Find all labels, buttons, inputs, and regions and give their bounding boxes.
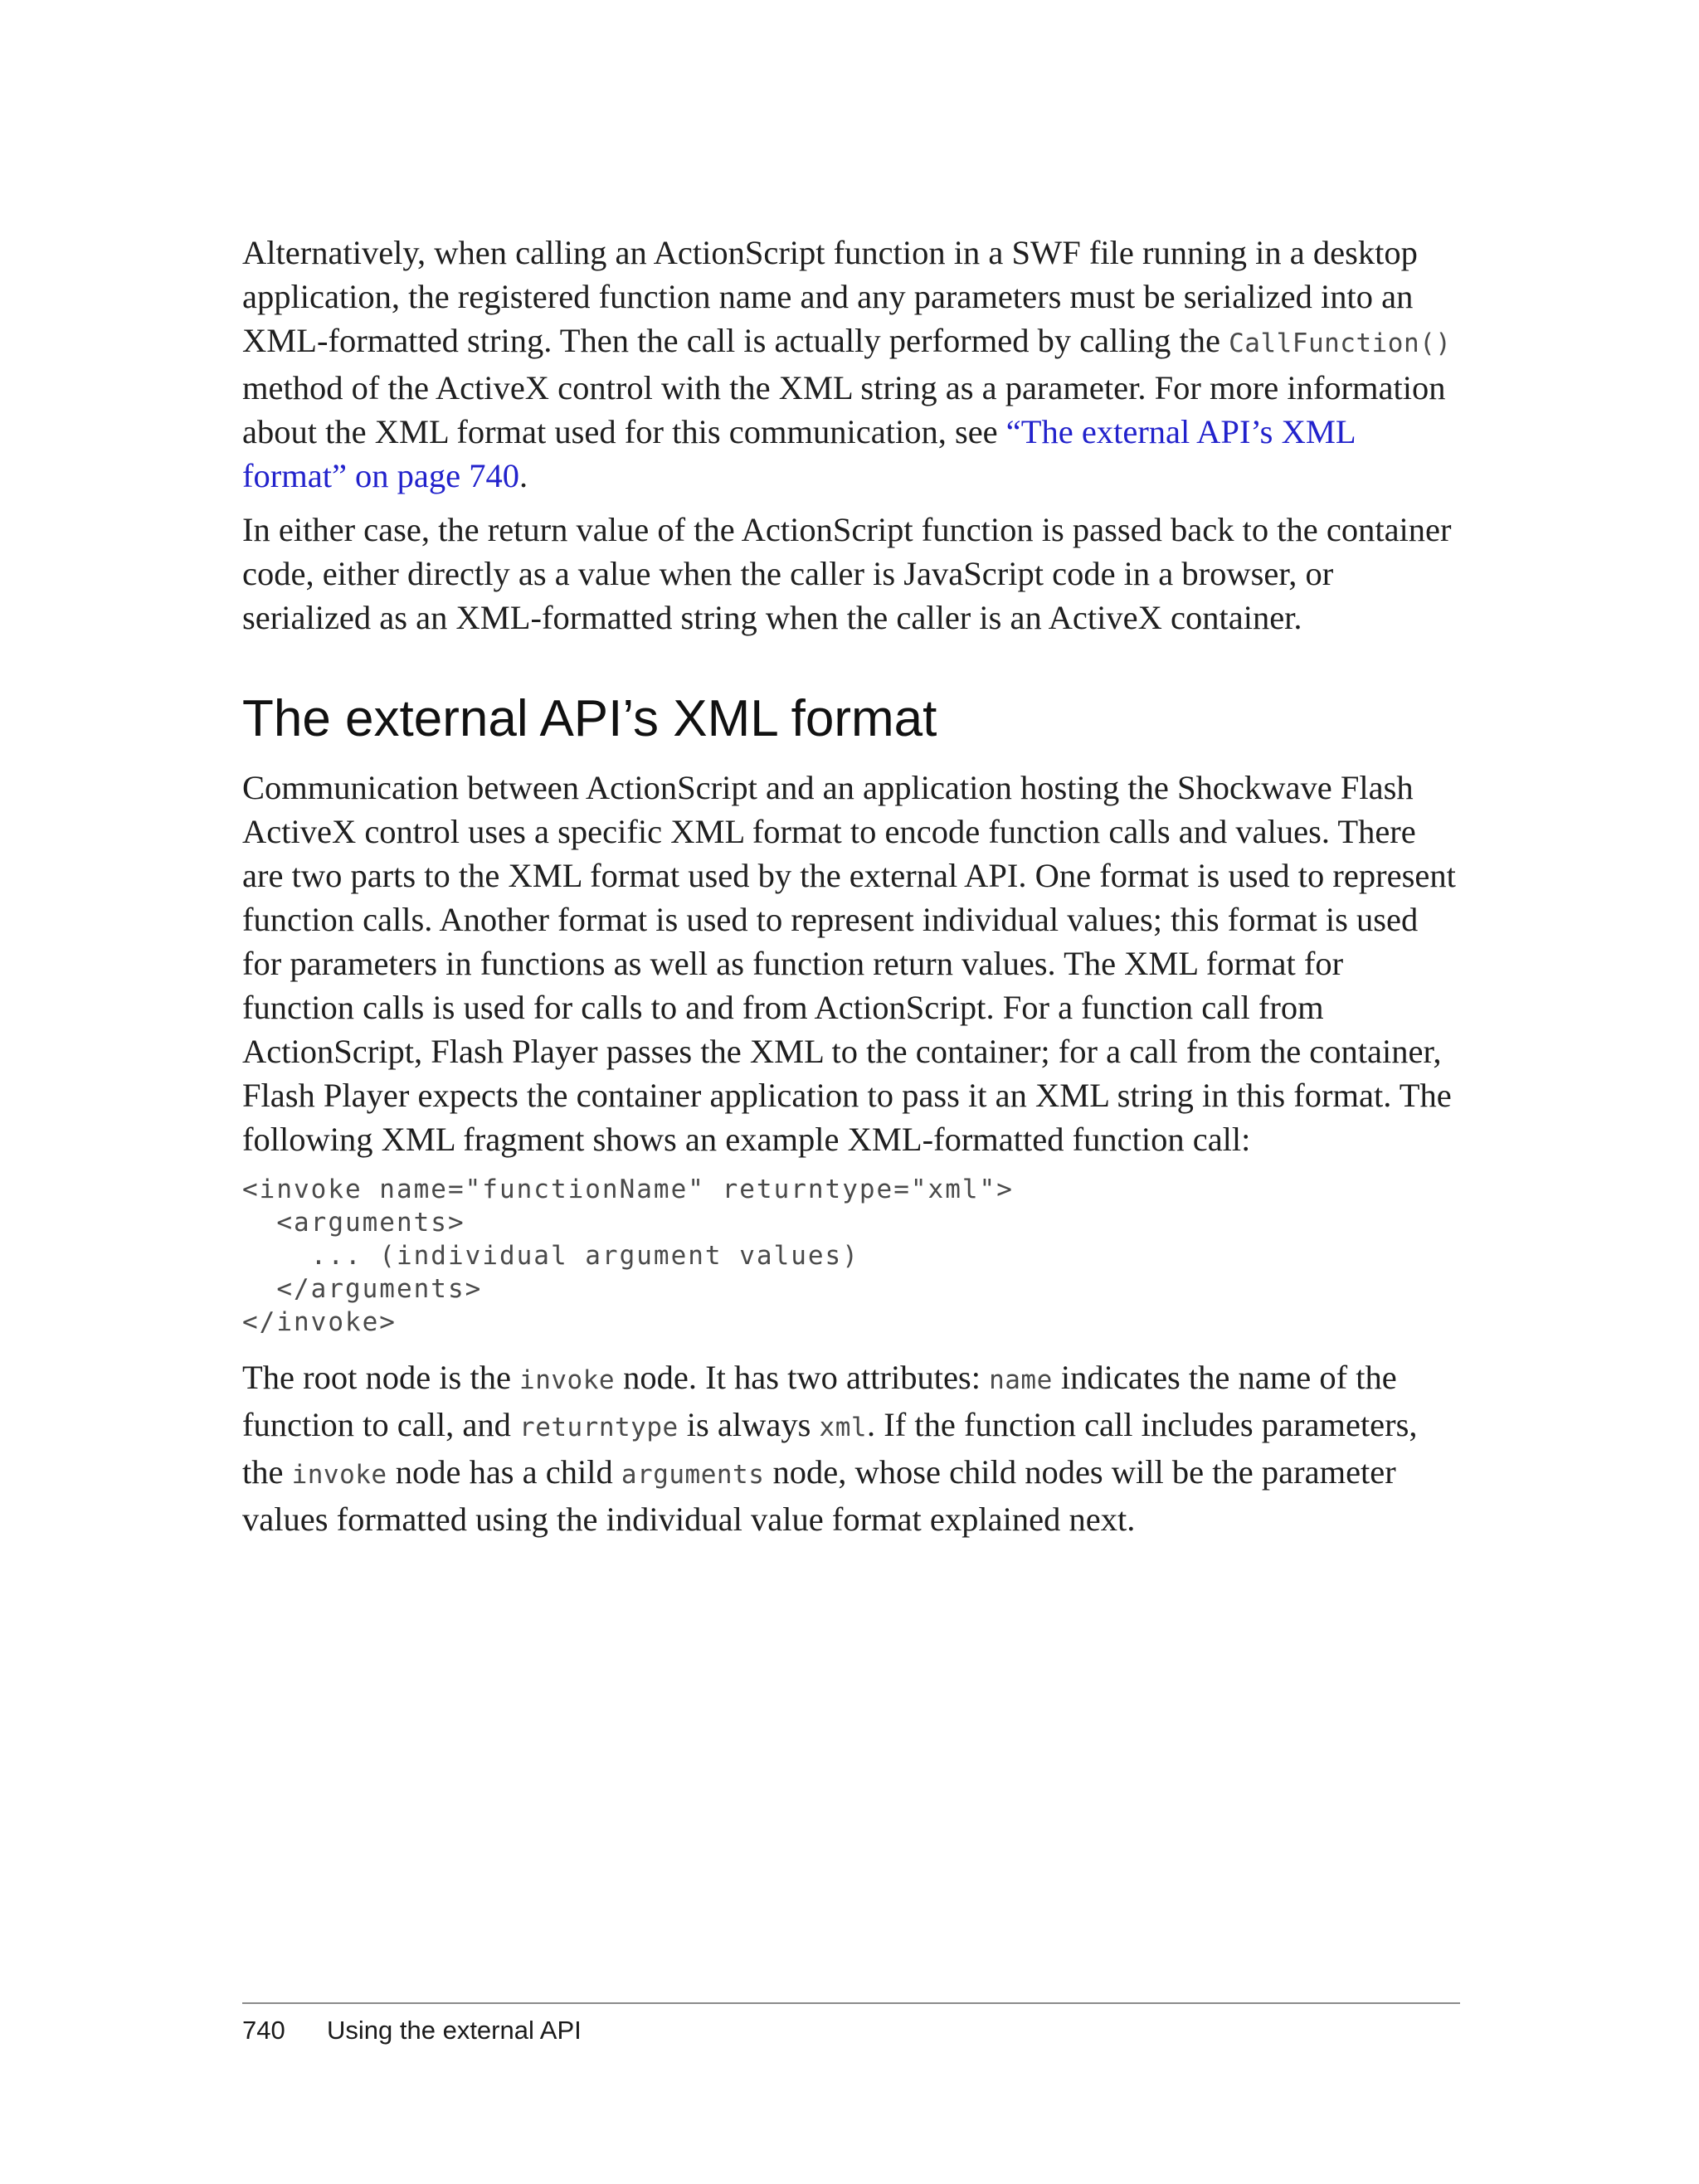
paragraph-communication: Communication between ActionScript and an application hosting the Shockwave Flash ActiveX control uses a specific XML format to encode function calls and values. There are two parts to the XML format used by the external API. One format is used to represent function calls. Another format is used to represent individual values; this format is used for parameters in functions as well as function return values. The XML format for function calls is used for calls to and from ActionScript. For a function call from ActionScript, Flash Player passes the XML to the container; for a call from the container, Flash Player expects the container application to pass it an XML string in this format. The following XML fragment shows an example XML-formatted function call: bbox=[242, 769, 1456, 1158]
inline-code: arguments bbox=[621, 1460, 765, 1490]
inline-code: returntype bbox=[519, 1413, 679, 1442]
paragraph-alternatively bbox=[242, 231, 1460, 498]
page-content bbox=[242, 231, 1460, 1541]
paragraph-return-value: In either case, the return value of the ActionScript function is passed back to the container code, either directly as a value when the caller is JavaScript code in a browser, or serialized as an XML-formatted string when the caller is an ActiveX container. bbox=[242, 511, 1452, 636]
paragraph-text: The root node is the bbox=[242, 1359, 520, 1396]
paragraph-text: node has a child bbox=[387, 1453, 621, 1491]
chapter-title: Using the external API bbox=[327, 2016, 582, 2045]
section-heading: The external API’s XML format bbox=[242, 690, 937, 747]
inline-code: CallFunction() bbox=[1229, 328, 1452, 358]
inline-code: invoke bbox=[291, 1460, 387, 1490]
paragraph-text: indicates the name of the function to call, and bbox=[242, 1359, 1397, 1443]
paragraph-text: Alternatively, when calling an ActionScript function in a SWF file running in a desktop application, the registered function name and any parameters must be serialized into an XML-formatted string. Then the call is actually performed by calling the bbox=[242, 234, 1418, 359]
paragraph-text: method of the ActiveX control with the XML string as a parameter. For more information about the XML format used for this communication, see bbox=[242, 369, 1446, 450]
inline-code: name bbox=[989, 1365, 1053, 1395]
paragraph-text: . If the function call includes parameters, the bbox=[242, 1406, 1418, 1491]
paragraph-root-node bbox=[242, 1355, 1460, 1541]
page-number: 740 bbox=[242, 2016, 285, 2045]
paragraph-text: node, whose child nodes will be the parameter values formatted using the individual value format explained next. bbox=[242, 1453, 1396, 1538]
paragraph-text: . bbox=[519, 457, 528, 494]
cross-reference-link[interactable]: “The external API’s XML format” on page 740 bbox=[242, 413, 1356, 494]
code-example: <invoke name="functionName" returntype="xml"> <arguments> ... (individual argument values) </arguments> </invoke> bbox=[242, 1175, 1014, 1337]
page-footer bbox=[242, 2016, 582, 2045]
paragraph-text: is always bbox=[678, 1406, 820, 1443]
inline-code: invoke bbox=[519, 1365, 616, 1395]
footer-divider bbox=[242, 2002, 1460, 2004]
paragraph-text: node. It has two attributes: bbox=[615, 1359, 990, 1396]
inline-code: xml bbox=[819, 1413, 868, 1442]
